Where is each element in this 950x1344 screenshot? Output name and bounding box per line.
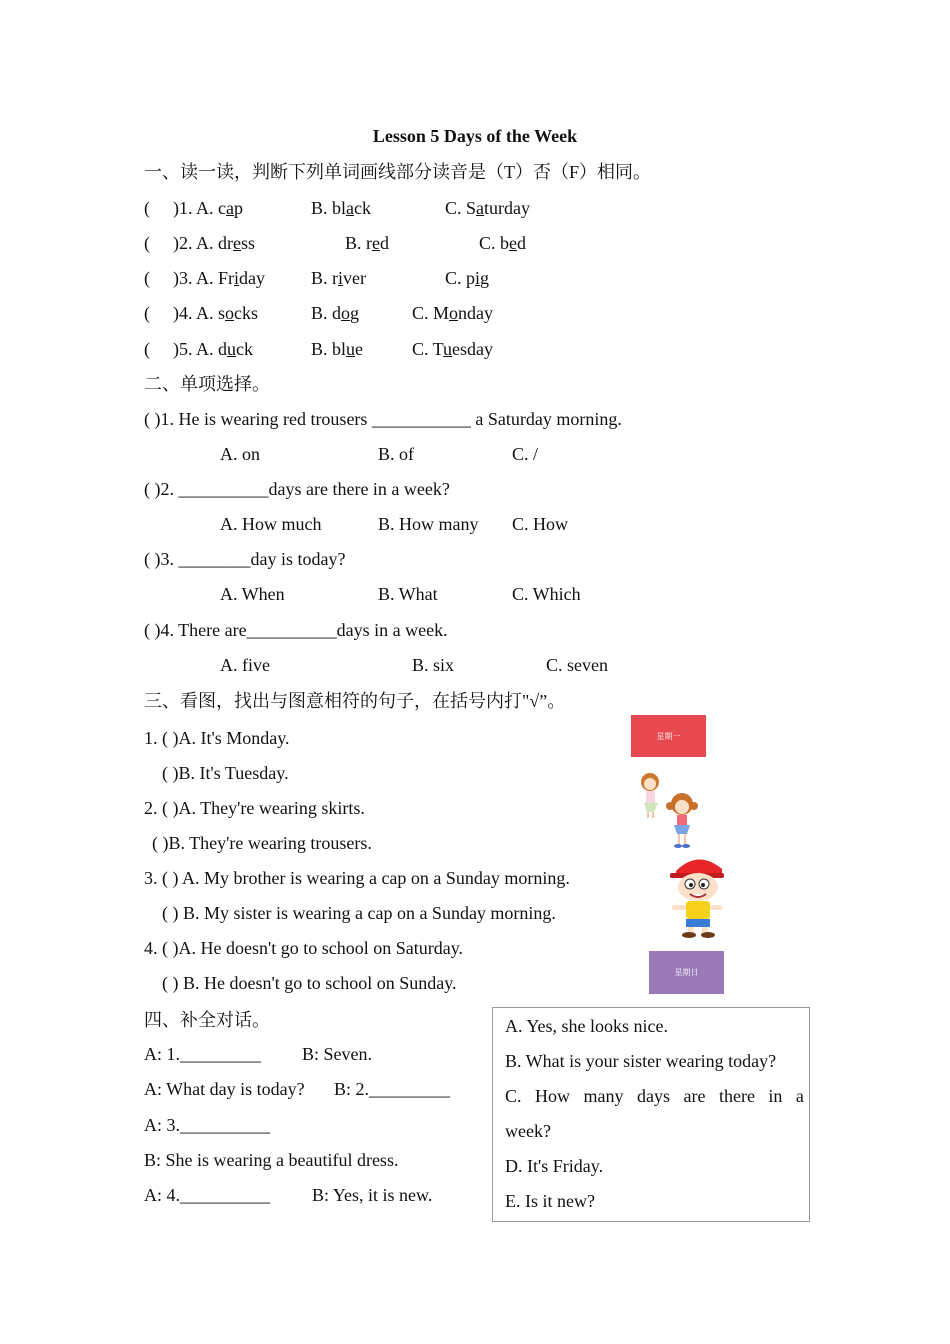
option-2-1-b: B. of [378,444,414,464]
option-a: A. Yes, she looks nice. [505,1016,669,1036]
option-2-4-c: C. seven [546,655,608,675]
picture-question-4b: ( ) B. He doesn't go to school on Sunday. [162,973,457,993]
option-2-1-c: C. / [512,444,539,464]
picture-question-2b: ( )B. They're wearing trousers. [152,833,372,853]
question-2-4: ( )4. There are__________days in a week. [144,620,448,640]
dialogue-line-1b: B: Seven. [302,1044,372,1064]
section-2-heading: 二、单项选择。 [144,374,270,394]
phonics-item-5-b: B. blue [311,339,364,359]
dialogue-line-3: A: 3.__________ [144,1115,270,1135]
phonics-item-5-c: C. Tuesday [412,339,494,359]
option-b: B. What is your sister wearing today? [505,1051,777,1071]
picture-question-1a: 1. ( )A. It's Monday. [144,728,290,748]
picture-question-3b: ( ) B. My sister is wearing a cap on a Sunday morning. [162,903,556,923]
phonics-item-3-a: )3. A. Friday [173,268,266,288]
dialogue-line-2b: B: 2._________ [334,1079,451,1099]
option-c: C. How many days are there in a [505,1086,804,1106]
phonics-item-2-a: )2. A. dress [173,233,256,253]
option-2-1-a: A. on [220,444,260,464]
phonics-paren: ( [144,339,150,359]
page-title: Lesson 5 Days of the Week [372,126,578,146]
two-girls-image [632,768,710,850]
option-2-3-a: A. When [220,584,285,604]
sunday-card-label: 星期日 [674,968,699,977]
section-3-heading: 三、看图，找出与图意相符的句子，在括号内打"√”。 [144,691,566,711]
option-2-4-a: A. five [220,655,270,675]
option-2-4-b: B. six [412,655,455,675]
picture-question-1b: ( )B. It's Tuesday. [162,763,289,783]
option-2-2-a: A. How much [220,514,322,534]
options-box [492,1007,810,1222]
phonics-item-1-b: B. black [311,198,372,218]
question-2-2: ( )2. __________days are there in a week? [144,479,450,499]
question-2-3: ( )3. ________day is today? [144,549,346,569]
sunday-card [649,951,724,994]
dialogue-line-5a: A: 4.__________ [144,1185,270,1205]
option-e: E. Is it new? [505,1191,595,1211]
dialogue-line-4: B: She is wearing a beautiful dress. [144,1150,399,1170]
option-c-continued: week? [505,1121,551,1141]
phonics-item-4-c: C. Monday [412,303,494,323]
option-2-2-c: C. How [512,514,569,534]
phonics-item-1-a: )1. A. cap [173,198,243,218]
monday-card-label: 星期一 [656,731,681,741]
monday-card [631,715,706,757]
picture-question-2a: 2. ( )A. They're wearing skirts. [144,798,365,818]
dialogue-line-1a: A: 1._________ [144,1044,261,1064]
phonics-paren: ( [144,303,150,323]
phonics-paren: ( [144,233,150,253]
phonics-paren: ( [144,268,150,288]
phonics-item-3-c: C. pig [445,268,490,288]
picture-question-3a: 3. ( ) A. My brother is wearing a cap on a Sunday morning. [144,868,570,888]
phonics-paren: ( [144,198,150,218]
phonics-item-2-b: B. red [345,233,389,253]
option-2-3-b: B. What [378,584,438,604]
phonics-item-1-c: C. Saturday [445,198,531,218]
phonics-item-5-a: )5. A. duck [173,339,253,359]
section-4-heading: 四、补全对话。 [144,1010,270,1030]
phonics-item-4-b: B. dog [311,303,360,323]
option-2-3-c: C. Which [512,584,581,604]
option-d: D. It's Friday. [505,1156,604,1176]
section-1-heading: 一、读一读，判断下列单词画线部分读音是（T）否（F）相同。 [144,162,652,182]
option-2-2-b: B. How many [378,514,479,534]
question-2-1: ( )1. He is wearing red trousers ___________ a Saturday morning. [144,409,622,429]
dialogue-line-5b: B: Yes, it is new. [312,1185,433,1205]
phonics-item-2-c: C. bed [479,233,527,253]
dialogue-line-2a: A: What day is today? [144,1079,305,1099]
boy-with-cap-image [662,853,732,939]
phonics-item-4-a: )4. A. socks [173,303,259,323]
picture-question-4a: 4. ( )A. He doesn't go to school on Saturday. [144,938,464,958]
phonics-item-3-b: B. river [311,268,366,288]
